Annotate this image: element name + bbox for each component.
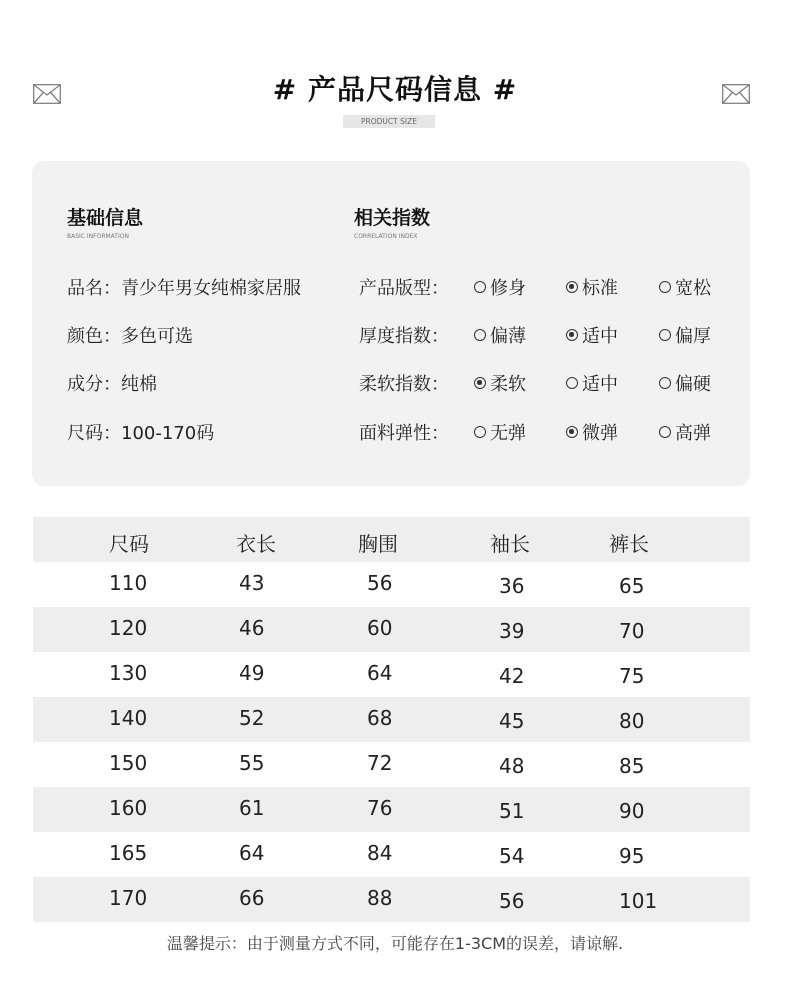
- radio-unchecked-icon[interactable]: [659, 281, 671, 293]
- index-option-label: 适中: [582, 326, 618, 347]
- radio-unchecked-icon[interactable]: [566, 377, 578, 389]
- basic-info-subtitle: BASIC INFORMATION: [67, 233, 129, 240]
- table-cell: 54: [499, 844, 525, 868]
- radio-unchecked-icon[interactable]: [659, 426, 671, 438]
- table-header-cell: 胸围: [358, 532, 398, 556]
- table-header-cell: 衣长: [236, 532, 276, 556]
- table-row: [33, 877, 750, 922]
- table-cell: 51: [499, 799, 525, 823]
- index-option-label: 修身: [490, 278, 526, 299]
- table-cell: 165: [109, 841, 148, 865]
- table-header-cell: 袖长: [490, 532, 530, 556]
- table-row: [33, 697, 750, 742]
- table-row: [33, 607, 750, 652]
- index-option-label: 无弹: [490, 423, 526, 444]
- table-cell: 55: [239, 751, 265, 775]
- table-cell: 42: [499, 664, 525, 688]
- table-cell: 61: [239, 796, 265, 820]
- table-row: [33, 562, 750, 607]
- table-cell: 36: [499, 574, 525, 598]
- basic-info-row: 成分：纯棉: [67, 374, 157, 395]
- table-cell: 160: [109, 796, 148, 820]
- index-option[interactable]: [566, 370, 618, 396]
- table-cell: 52: [239, 706, 265, 730]
- radio-unchecked-icon[interactable]: [659, 377, 671, 389]
- table-cell: 140: [109, 706, 148, 730]
- radio-checked-icon[interactable]: [566, 281, 578, 293]
- table-row: [33, 832, 750, 877]
- table-cell: 49: [239, 661, 265, 685]
- table-cell: 45: [499, 709, 525, 733]
- table-row: [33, 742, 750, 787]
- table-cell: 101: [619, 889, 658, 913]
- table-header-cell: 裤长: [609, 532, 649, 556]
- table-cell: 70: [619, 619, 645, 643]
- index-option-label: 适中: [582, 374, 618, 395]
- table-header-cell: 尺码: [109, 532, 149, 556]
- index-label: 厚度指数：: [359, 326, 449, 347]
- index-option[interactable]: [474, 370, 526, 396]
- basic-info-row: 品名：青少年男女纯棉家居服: [67, 278, 301, 299]
- table-cell: 65: [619, 574, 645, 598]
- table-cell: 64: [239, 841, 265, 865]
- radio-unchecked-icon[interactable]: [474, 281, 486, 293]
- basic-info-row: 尺码：100-170码: [67, 423, 215, 444]
- table-cell: 43: [239, 571, 265, 595]
- index-option-label: 宽松: [675, 278, 711, 299]
- table-cell: 110: [109, 571, 148, 595]
- table-cell: 56: [367, 571, 393, 595]
- table-cell: 85: [619, 754, 645, 778]
- index-option[interactable]: [659, 322, 711, 348]
- radio-unchecked-icon[interactable]: [659, 329, 671, 341]
- page-title: # 产品尺码信息 #: [272, 73, 518, 106]
- index-option-label: 偏硬: [675, 374, 711, 395]
- index-subtitle: CORRELATION INDEX: [354, 233, 418, 240]
- index-option[interactable]: [566, 322, 618, 348]
- index-option-label: 微弹: [582, 423, 618, 444]
- table-cell: 60: [367, 616, 393, 640]
- table-row: [33, 787, 750, 832]
- table-cell: 76: [367, 796, 393, 820]
- table-cell: 95: [619, 844, 645, 868]
- index-title: 相关指数: [354, 207, 431, 229]
- measurement-note: 温馨提示：由于测量方式不同，可能存在1-3CM的误差，请谅解.: [166, 934, 624, 953]
- index-option-label: 偏薄: [490, 326, 526, 347]
- table-cell: 84: [367, 841, 393, 865]
- index-label: 柔软指数：: [359, 374, 449, 395]
- table-cell: 130: [109, 661, 148, 685]
- index-option-label: 柔软: [490, 374, 526, 395]
- table-cell: 88: [367, 886, 393, 910]
- index-option-label: 偏厚: [675, 326, 711, 347]
- index-option[interactable]: [659, 274, 711, 300]
- radio-unchecked-icon[interactable]: [474, 329, 486, 341]
- radio-checked-icon[interactable]: [566, 329, 578, 341]
- radio-unchecked-icon[interactable]: [474, 426, 486, 438]
- table-row: [33, 652, 750, 697]
- index-label: 产品版型：: [359, 278, 449, 299]
- table-header-row: [33, 517, 750, 562]
- table-cell: 90: [619, 799, 645, 823]
- table-cell: 39: [499, 619, 525, 643]
- index-option[interactable]: [566, 274, 618, 300]
- table-cell: 56: [499, 889, 525, 913]
- table-cell: 80: [619, 709, 645, 733]
- index-option[interactable]: [474, 274, 526, 300]
- index-option-label: 标准: [582, 278, 618, 299]
- index-option[interactable]: [659, 370, 711, 396]
- index-option-label: 高弹: [675, 423, 711, 444]
- radio-checked-icon[interactable]: [566, 426, 578, 438]
- index-option[interactable]: [566, 419, 618, 445]
- table-cell: 120: [109, 616, 148, 640]
- basic-info-title: 基础信息: [67, 207, 144, 229]
- size-table: [33, 517, 750, 922]
- index-option[interactable]: [659, 419, 711, 445]
- index-label: 面料弹性：: [359, 423, 449, 444]
- table-cell: 68: [367, 706, 393, 730]
- table-cell: 66: [239, 886, 265, 910]
- table-cell: 72: [367, 751, 393, 775]
- table-cell: 64: [367, 661, 393, 685]
- table-cell: 46: [239, 616, 265, 640]
- table-cell: 75: [619, 664, 645, 688]
- radio-checked-icon[interactable]: [474, 377, 486, 389]
- index-option[interactable]: [474, 419, 526, 445]
- page-subtitle: PRODUCT SIZE: [343, 115, 435, 128]
- table-cell: 48: [499, 754, 525, 778]
- index-option[interactable]: [474, 322, 526, 348]
- basic-info-row: 颜色：多色可选: [67, 326, 193, 347]
- table-cell: 150: [109, 751, 148, 775]
- table-cell: 170: [109, 886, 148, 910]
